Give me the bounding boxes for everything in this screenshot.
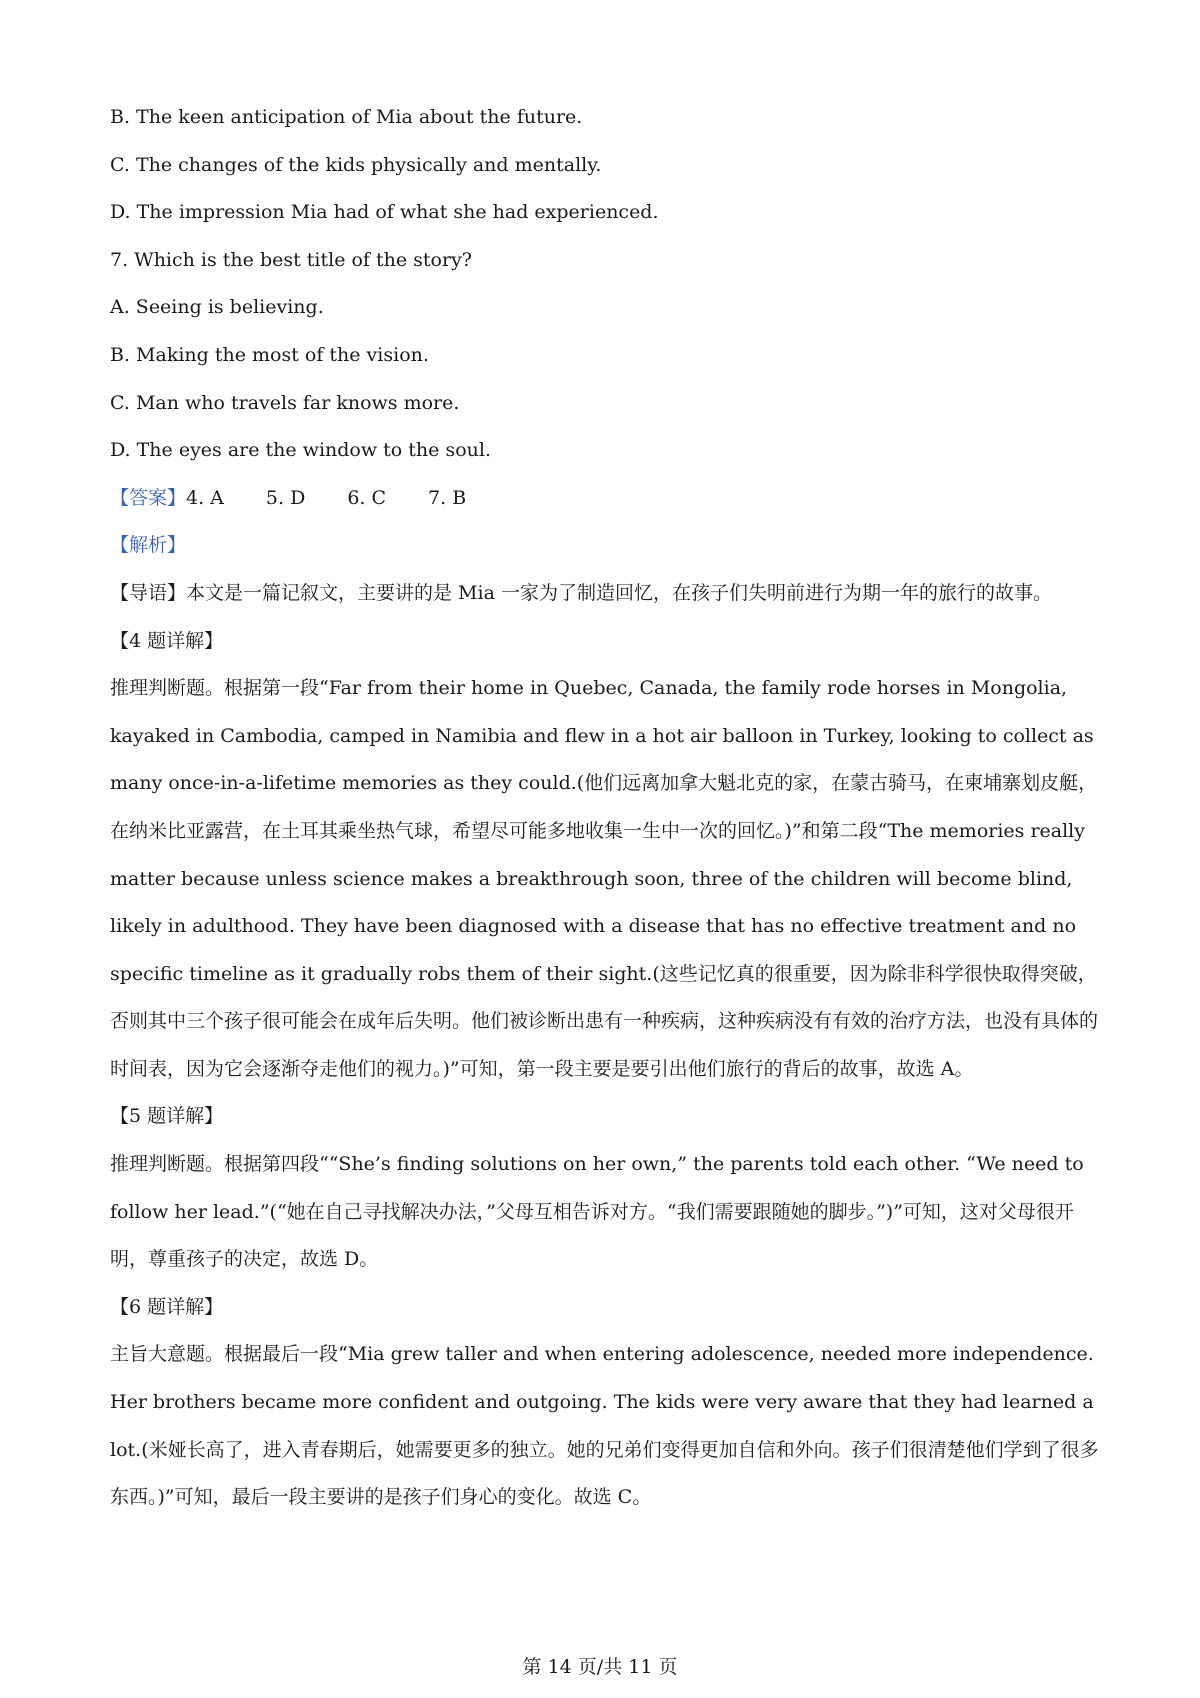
page-footer: 第 14 页/共 11 页 [522, 1656, 678, 1678]
q6-option-b: B. The keen anticipation of Mia about the future. [110, 106, 583, 128]
document-body [110, 94, 1105, 1522]
q7-option-a: A. Seeing is believing. [110, 296, 324, 319]
q6-option-d: D. The impression Mia had of what she had experienced. [110, 201, 659, 224]
q7-option-d: D. The eyes are the window to the soul. [110, 439, 491, 462]
answer-label: 【答案】 [110, 486, 187, 509]
q4-explanation: 推理判断题。根据第一段“Far from their home in Quebec, Canada, the family rode horses in Mongolia, kayaked in Cambodia, camped in Namibia and flew in a hot air balloon in Turkey, looking to collect as many once-in-a-lifetime memories as they could.(他们远离加拿大魁北克的家，在蒙古骑马，在柬埔寨划皮艇，在纳米比亚露营，在土耳其乘坐热气球，希望尽可能多地收集一生中一次的回忆。)”和第二段“The memories really matter because unless science makes a breakthrough soon, three of the children will become blind, likely in adulthood. They have been diagnosed with a disease that has no effective treatment and no specific timeline as it gradually robs them of their sight.(这些记忆真的很重要，因为除非科学很快取得突破，否则其中三个孩子很可能会在成年后失明。他们被诊断出患有一种疾病，这种疾病没有有效的治疗方法，也没有具体的时间表，因为它会逐渐夺走他们的视力。)”可知，第一段主要是要引出他们旅行的背后的故事，故选 A。 [110, 677, 1099, 1080]
analysis-label: 【解析】 [110, 534, 187, 557]
q7-question: 7. Which is the best title of the story? [110, 248, 472, 271]
answer-row [110, 475, 1105, 523]
intro-label: 【导语】 [110, 581, 187, 604]
intro-paragraph [110, 570, 1105, 618]
analysis-heading [110, 522, 1105, 570]
answer-item: 5. D [265, 486, 306, 509]
q7-option-c: C. Man who travels far knows more. [110, 391, 460, 414]
q5-heading: 【5 题详解】 [110, 1105, 224, 1128]
q7-option-b: B. Making the most of the vision. [110, 343, 429, 366]
q6-option-c: C. The changes of the kids physically and mentally. [110, 153, 602, 176]
answer-item: 4. A [186, 486, 224, 509]
q5-explanation: 推理判断题。根据第四段““She’s finding solutions on her own,” the parents told each other. “We need to follow her lead.”(“她在自己寻找解决办法，”父母互相告诉对方。“我们需要跟随她的脚步。”)”可知，这对父母很开明，尊重孩子的决定，故选 D。 [110, 1153, 1084, 1271]
intro-text: 本文是一篇记叙文，主要讲的是 Mia 一家为了制造回忆，在孩子们失明前进行为期一年的旅行的故事。 [186, 581, 1052, 604]
answer-item: 6. C [347, 486, 387, 509]
answer-item: 7. B [428, 486, 467, 509]
q4-heading: 【4 题详解】 [110, 629, 224, 652]
q6-heading: 【6 题详解】 [110, 1295, 224, 1318]
q6-explanation: 主旨大意题。根据最后一段“Mia grew taller and when entering adolescence, needed more independence. Her brothers became more confident and outgoing. The kids were very aware that they had learned a lot.(米娅长高了，进入青春期后，她需要更多的独立。她的兄弟们变得更加自信和外向。孩子们很清楚他们学到了很多东西。)”可知，最后一段主要讲的是孩子们身心的变化。故选 C。 [110, 1343, 1099, 1509]
